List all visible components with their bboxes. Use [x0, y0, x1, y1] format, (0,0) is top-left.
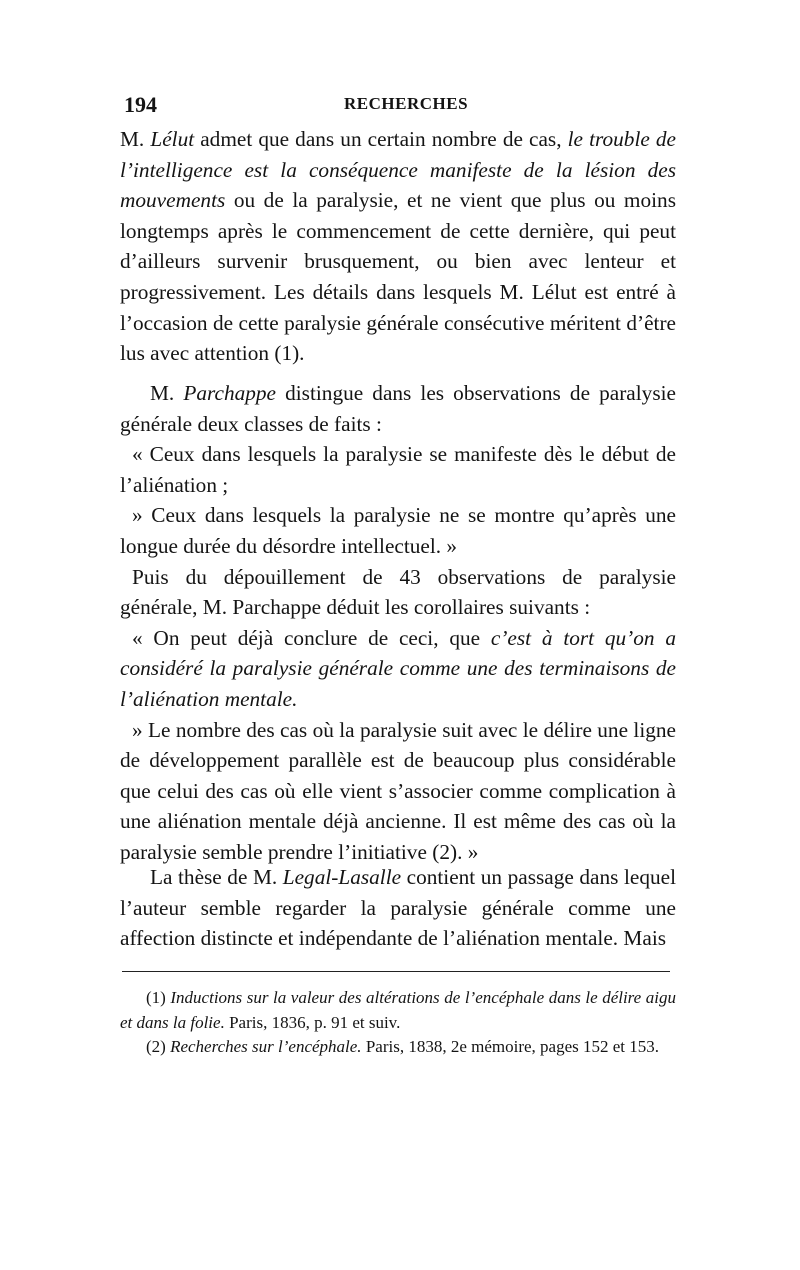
footnote-title: Inductions sur la valeur des altérations de l’encéphale dans le délire aigu et dans la folie.: [120, 988, 676, 1032]
footnote-divider: [122, 971, 670, 972]
paragraph-parchappe: [120, 378, 676, 868]
footnote-number: (2): [146, 1037, 171, 1056]
author-name-parchappe: Parchappe: [183, 381, 277, 405]
quote-line-2: » Ceux dans lesquels la paralysie ne se montre qu’après une longue durée du désordre intellectuel. »: [120, 503, 676, 558]
page-header: [124, 92, 672, 120]
footnote-2: [120, 1035, 676, 1060]
text-run: contient un passage dans lequel l’auteur semble regarder la paralysie générale comme une affection distincte et indépendante de l’aliénation mentale. Mais: [120, 865, 676, 951]
text-run: La thèse de M.: [150, 865, 283, 889]
quote-line-1: « Ceux dans lesquels la paralysie se manifeste dès le début de l’aliénation ;: [120, 442, 676, 497]
paragraph-legal-lasalle: [120, 862, 676, 954]
text-run: admet que dans un certain nombre de cas,: [194, 127, 568, 151]
text-run: ou de la paralysie, et ne vient que plus ou moins longtemps après le commencement de cette dernière, qui peut d’ailleurs survenir brusquement, ou bien avec lenteur et progressivement. Les détails dans lesquels M. Lélut est entré à l’occasion de cette paralysie générale consécutive méritent d’être lus avec attention (1).: [120, 188, 676, 366]
text-run: M.: [150, 381, 184, 405]
footnote-title: Recherches sur l’encéphale.: [170, 1037, 362, 1056]
puis-paragraph: Puis du dépouillement de 43 observations de paralysie générale, M. Parchappe déduit les corollaires suivants :: [120, 564, 676, 620]
nombre-paragraph: » Le nombre des cas où la paralysie suit avec le délire une ligne de développement parallèle est de beaucoup plus considérable que celui des cas où elle vient s’associer comme complication à une aliénation mentale déjà ancienne. Il est même des cas où la paralysie semble prendre l’initiative (2). »: [120, 717, 676, 864]
italic-conclusion: c’est à tort qu’on a considéré la paralysie générale comme une des terminaisons de l’aliénation mentale.: [120, 625, 676, 711]
text-run: « On peut déjà conclure de ceci, que: [132, 625, 491, 650]
author-name-lelut: Lélut: [150, 127, 195, 151]
italic-quote: le trouble de l’intelligence est la conséquence manifeste de la lésion des mouvements: [120, 127, 676, 213]
running-head: RECHERCHES: [344, 94, 469, 113]
text-run: M.: [120, 127, 151, 151]
footnote-citation: Paris, 1836, p. 91 et suiv.: [224, 1012, 401, 1032]
footnote-citation: Paris, 1838, 2e mémoire, pages 152 et 153.: [361, 1037, 660, 1056]
footnote-1: [120, 986, 676, 1035]
paragraph-lelut: [120, 124, 676, 369]
page-number: 194: [124, 92, 157, 117]
author-name-legal-lasalle: Legal-Lasalle: [282, 865, 402, 889]
text-run: distingue dans les observations de paralysie générale deux classes de faits :: [120, 381, 676, 436]
footnote-number: (1): [146, 988, 171, 1007]
footnotes: [120, 986, 676, 1060]
